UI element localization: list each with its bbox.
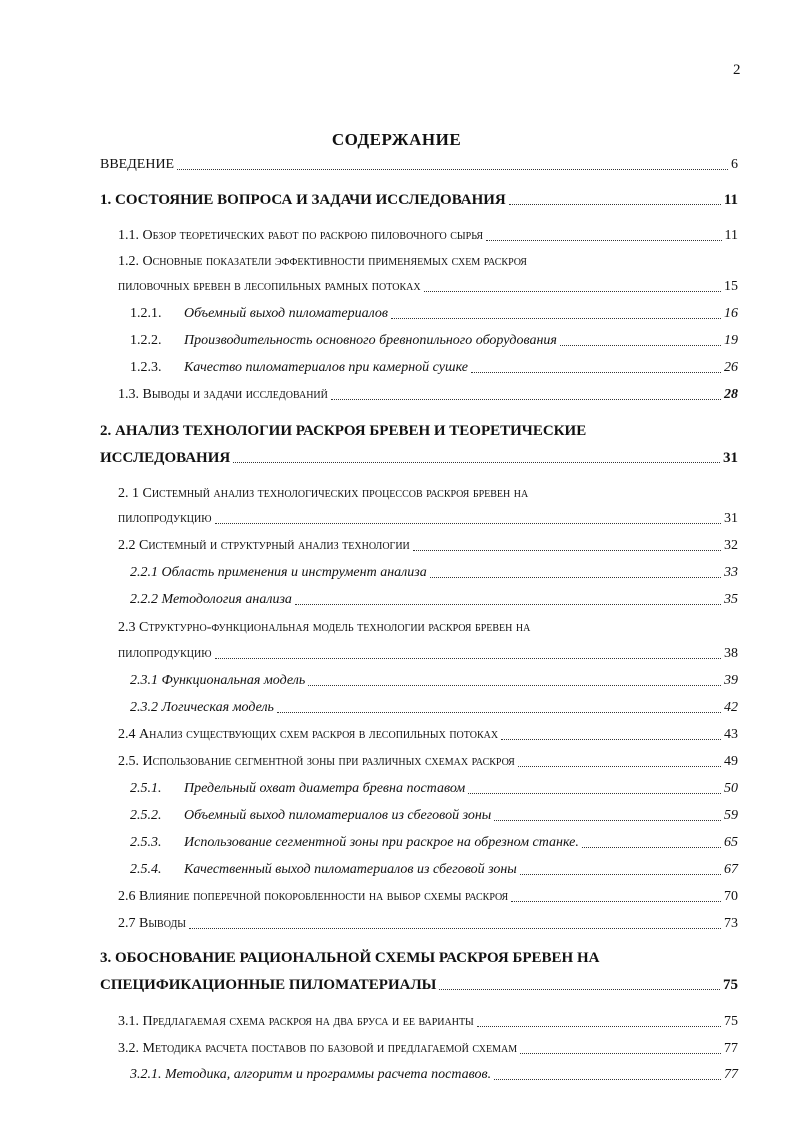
toc-entry-chapter-3-line-1[interactable]: 3. ОБОСНОВАНИЕ РАЦИОНАЛЬНОЙ СХЕМЫ РАСКРОЯ БРЕВЕН НА bbox=[100, 950, 600, 966]
toc-dot-leader bbox=[215, 522, 722, 524]
toc-entry-page: 15 bbox=[724, 279, 738, 294]
toc-entry-page: 16 bbox=[724, 306, 738, 321]
toc-entry-1-1[interactable] bbox=[118, 227, 738, 245]
toc-entry-page: 75 bbox=[723, 977, 738, 993]
toc-entry-text: 3.2.1. Методика, алгоритм и программы расчета поставов. bbox=[130, 1067, 492, 1082]
toc-title: СОДЕРЖАНИЕ bbox=[331, 130, 462, 149]
toc-entry-number: 1.2.2. bbox=[130, 333, 162, 348]
toc-entry-page: 39 bbox=[724, 673, 738, 688]
toc-entry-1-2-1[interactable] bbox=[130, 305, 738, 323]
toc-entry-introduction[interactable] bbox=[100, 156, 738, 174]
toc-dot-leader bbox=[582, 846, 721, 848]
toc-entry-2-5-3[interactable] bbox=[130, 834, 738, 852]
toc-entry-text: пилопродукцию bbox=[118, 646, 212, 661]
toc-entry-text: 2.7 Выводы bbox=[118, 916, 186, 931]
toc-dot-leader bbox=[391, 317, 721, 319]
toc-entry-page: 6 bbox=[731, 157, 738, 172]
toc-entry-text: 2.2.2 Методология анализа bbox=[130, 592, 292, 607]
toc-dot-leader bbox=[295, 603, 721, 605]
toc-dot-leader bbox=[468, 792, 721, 794]
toc-entry-page: 38 bbox=[724, 646, 738, 661]
toc-entry-number: 2.5.2. bbox=[130, 808, 162, 823]
toc-entry-text: 2.2 Системный и структурный анализ технологии bbox=[118, 538, 410, 553]
toc-entry-text: Качество пиломатериалов при камерной сушке bbox=[184, 360, 468, 375]
toc-dot-leader bbox=[430, 576, 721, 578]
toc-entry-page: 43 bbox=[724, 727, 738, 742]
toc-dot-leader bbox=[486, 239, 721, 241]
toc-entry-2-1[interactable] bbox=[118, 510, 738, 528]
toc-entry-number: 1.2.3. bbox=[130, 360, 162, 375]
toc-dot-leader bbox=[520, 873, 721, 875]
toc-entry-page: 77 bbox=[724, 1041, 738, 1056]
toc-entry-page: 73 bbox=[724, 916, 738, 931]
toc-entry-text: 2.2.1 Область применения и инструмент анализа bbox=[130, 565, 427, 580]
toc-entry-page: 50 bbox=[724, 781, 738, 796]
toc-dot-leader bbox=[494, 819, 721, 821]
toc-entry-text: 2.4 Анализ существующих схем раскроя в лесопильных потоках bbox=[118, 727, 499, 742]
toc-entry-text: 2.3.2 Логическая модель bbox=[130, 700, 274, 715]
toc-dot-leader bbox=[494, 1078, 721, 1080]
toc-entry-text: Предельный охват диаметра бревна поставом bbox=[184, 781, 466, 796]
toc-entry-text: СПЕЦИФИКАЦИОННЫЕ ПИЛОМАТЕРИАЛЫ bbox=[100, 977, 437, 993]
toc-entry-page: 31 bbox=[724, 511, 738, 526]
toc-entry-2-2[interactable] bbox=[118, 537, 738, 555]
toc-entry-1-2[interactable] bbox=[118, 278, 738, 296]
toc-entry-1-2-line-1[interactable]: 1.2. Основные показатели эффективности применяемых схем раскроя bbox=[118, 254, 527, 269]
toc-entry-2-5-2[interactable] bbox=[130, 807, 738, 825]
toc-dot-leader bbox=[477, 1025, 721, 1027]
toc-entry-chapter-2[interactable] bbox=[100, 449, 738, 467]
toc-entry-text: Объемный выход пиломатериалов из сбеговой зоны bbox=[184, 808, 492, 823]
toc-dot-leader bbox=[518, 765, 721, 767]
toc-dot-leader bbox=[233, 461, 720, 463]
toc-dot-leader bbox=[511, 900, 721, 902]
toc-entry-text: пиловочных бревен в лесопильных рамных потоках bbox=[118, 279, 421, 294]
toc-entry-chapter-1[interactable] bbox=[100, 191, 738, 209]
toc-entry-text: 2.3.1 Функциональная модель bbox=[130, 673, 306, 688]
toc-entry-number: 2.5.1. bbox=[130, 781, 162, 796]
toc-entry-number: 2.5.3. bbox=[130, 835, 162, 850]
toc-dot-leader bbox=[509, 203, 721, 205]
toc-entry-number: 2.5.4. bbox=[130, 862, 162, 877]
toc-entry-page: 11 bbox=[724, 228, 738, 243]
toc-dot-leader bbox=[560, 344, 721, 346]
toc-entry-number: 1.2.1. bbox=[130, 306, 162, 321]
toc-dot-leader bbox=[501, 738, 721, 740]
toc-entry-text: Производительность основного бревнопильного оборудования bbox=[184, 333, 557, 348]
toc-dot-leader bbox=[189, 927, 721, 929]
toc-entry-page: 11 bbox=[723, 192, 738, 208]
toc-entry-chapter-3[interactable] bbox=[100, 976, 738, 994]
toc-entry-2-3-2[interactable] bbox=[130, 699, 738, 717]
toc-entry-page: 77 bbox=[724, 1067, 738, 1082]
toc-entry-2-2-2[interactable] bbox=[130, 591, 738, 609]
toc-entry-chapter-2-line-1[interactable]: 2. АНАЛИЗ ТЕХНОЛОГИИ РАСКРОЯ БРЕВЕН И ТЕОРЕТИЧЕСКИЕ bbox=[100, 423, 587, 439]
toc-entry-3-2[interactable] bbox=[118, 1040, 738, 1058]
toc-dot-leader bbox=[424, 290, 721, 292]
toc-dot-leader bbox=[331, 398, 721, 400]
toc-entry-2-4[interactable] bbox=[118, 726, 738, 744]
toc-entry-text: пилопродукцию bbox=[118, 511, 212, 526]
toc-entry-page: 32 bbox=[724, 538, 738, 553]
toc-entry-page: 70 bbox=[724, 889, 738, 904]
toc-dot-leader bbox=[215, 657, 722, 659]
toc-entry-text: 1. СОСТОЯНИЕ ВОПРОСА И ЗАДАЧИ ИССЛЕДОВАНИЯ bbox=[100, 192, 506, 208]
toc-entry-2-5-1[interactable] bbox=[130, 780, 738, 798]
toc-dot-leader bbox=[277, 711, 721, 713]
toc-entry-page: 49 bbox=[724, 754, 738, 769]
toc-entry-1-2-3[interactable] bbox=[130, 359, 738, 377]
toc-entry-1-3[interactable] bbox=[118, 386, 738, 404]
toc-entry-2-3-line-1[interactable]: 2.3 Структурно-функциональная модель технологии раскроя бревен на bbox=[118, 620, 531, 635]
toc-dot-leader bbox=[413, 549, 721, 551]
toc-entry-text: 3.1. Предлагаемая схема раскроя на два бруса и ее варианты bbox=[118, 1014, 474, 1029]
toc-entry-text: ИССЛЕДОВАНИЯ bbox=[100, 450, 231, 466]
page-number: 2 bbox=[733, 62, 741, 78]
toc-dot-leader bbox=[471, 371, 721, 373]
toc-entry-2-2-1[interactable] bbox=[130, 564, 738, 582]
toc-entry-2-6[interactable] bbox=[118, 888, 738, 906]
toc-entry-page: 31 bbox=[723, 450, 738, 466]
toc-entry-text: 1.3. Выводы и задачи исследований bbox=[118, 387, 328, 402]
toc-entry-2-3[interactable] bbox=[118, 645, 738, 663]
toc-entry-text: 1.1. Обзор теоретических работ по раскрою пиловочного сырья bbox=[118, 228, 484, 243]
toc-entry-text: Объемный выход пиломатериалов bbox=[184, 306, 388, 321]
toc-entry-text: 2.5. Использование сегментной зоны при различных схемах раскроя bbox=[118, 754, 515, 769]
toc-entry-page: 28 bbox=[724, 387, 738, 402]
toc-entry-page: 75 bbox=[724, 1014, 738, 1029]
toc-entry-page: 65 bbox=[724, 835, 738, 850]
toc-entry-page: 35 bbox=[724, 592, 738, 607]
toc-entry-2-3-1[interactable] bbox=[130, 672, 738, 690]
toc-entry-1-2-2[interactable] bbox=[130, 332, 738, 350]
toc-entry-text: Использование сегментной зоны при раскрое на обрезном станке. bbox=[184, 835, 579, 850]
toc-dot-leader bbox=[520, 1052, 721, 1054]
toc-entry-text: ВВЕДЕНИЕ bbox=[100, 157, 175, 172]
toc-entry-3-1[interactable] bbox=[118, 1013, 738, 1031]
toc-dot-leader bbox=[177, 168, 728, 170]
toc-entry-page: 59 bbox=[724, 808, 738, 823]
toc-entry-page: 42 bbox=[724, 700, 738, 715]
toc-entry-page: 26 bbox=[724, 360, 738, 375]
toc-entry-2-5-4[interactable] bbox=[130, 861, 738, 879]
toc-entry-text: Качественный выход пиломатериалов из сбеговой зоны bbox=[184, 862, 517, 877]
toc-entry-2-1-line-1[interactable]: 2. 1 Системный анализ технологических процессов раскроя бревен на bbox=[118, 486, 529, 501]
toc-dot-leader bbox=[439, 988, 720, 990]
toc-entry-2-5[interactable] bbox=[118, 753, 738, 771]
toc-entry-text: 3.2. Методика расчета поставов по базовой и предлагаемой схемам bbox=[118, 1041, 518, 1056]
toc-entry-2-7[interactable] bbox=[118, 915, 738, 933]
toc-entry-page: 67 bbox=[724, 862, 738, 877]
toc-entry-text: 2.6 Влияние поперечной покоробленности на выбор схемы раскроя bbox=[118, 889, 509, 904]
toc-dot-leader bbox=[308, 684, 721, 686]
toc-entry-page: 19 bbox=[724, 333, 738, 348]
toc-entry-page: 33 bbox=[724, 565, 738, 580]
toc-entry-3-2-1[interactable] bbox=[130, 1066, 738, 1084]
